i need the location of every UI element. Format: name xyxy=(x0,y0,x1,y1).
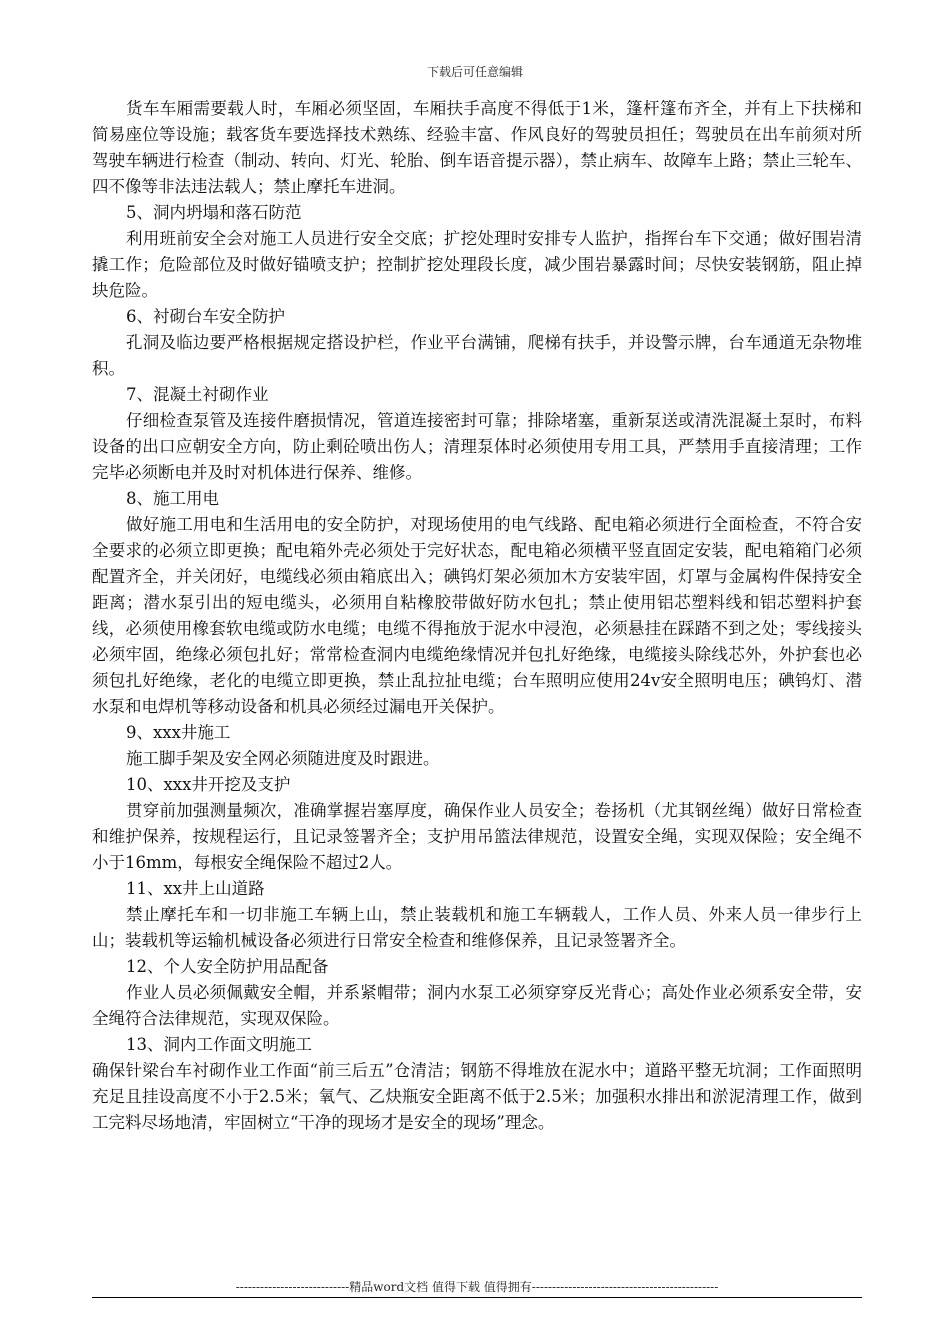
page-footer: ----------------------------精品word文档 值得下载 值得拥有---------------------------------------------- xyxy=(235,1280,719,1294)
footer-divider xyxy=(92,1297,862,1298)
paragraph: 作业人员必须佩戴安全帽，并系紧帽带；洞内水泵工必须穿穿反光背心；高处作业必须系安全带，安全绳符合法律规范，实现双保险。 xyxy=(92,983,862,1028)
section-heading: 12、个人安全防护用品配备 xyxy=(126,957,329,976)
paragraph: 利用班前安全会对施工人员进行安全交底；扩挖处理时安排专人监护，指挥台车下交通；做好围岩清撬工作；危险部位及时做好锚喷支护；控制扩挖处理段长度，减少围岩暴露时间；尽快安装钢筋，阻止掉块危险。 xyxy=(92,229,862,300)
paragraph: 确保针梁台车衬砌作业工作面“前三后五”仓清洁；钢筋不得堆放在泥水中；道路平整无坑洞；工作面照明充足且挂设高度不小于2.5米；氧气、乙炔瓶安全距离不低于2.5米；加强积水排出和淤泥清理工作，做到工完料尽场地清，牢固树立“干净的现场才是安全的现场”理念。 xyxy=(92,1061,862,1132)
paragraph: 货车车厢需要载人时，车厢必须坚固，车厢扶手高度不得低于1米，篷杆篷布齐全，并有上下扶梯和简易座位等设施；载客货车要选择技术熟练、经验丰富、作风良好的驾驶员担任；驾驶员在出车前须对所驾驶车辆进行检查（制动、转向、灯光、轮胎、倒车语音提示器），禁止病车、故障车上路；禁止三轮车、四不像等非法违法载人；禁止摩托车进洞。 xyxy=(92,99,862,196)
paragraph: 仔细检查泵管及连接件磨损情况，管道连接密封可靠；排除堵塞，重新泵送或清洗混凝土泵时，布料设备的出口应朝安全方向，防止剩砼喷出伤人；清理泵体时必须使用专用工具，严禁用手直接清理；工作完毕必须断电并及时对机体进行保养、维修。 xyxy=(92,411,862,482)
section-heading: 10、xxx井开挖及支护 xyxy=(126,775,291,794)
section-heading: 7、混凝土衬砌作业 xyxy=(126,385,269,404)
section-heading: 5、洞内坍塌和落石防范 xyxy=(126,203,302,222)
document-body xyxy=(92,96,862,1136)
section-heading: 6、衬砌台车安全防护 xyxy=(126,307,285,326)
paragraph: 施工脚手架及安全网必须随进度及时跟进。 xyxy=(126,749,440,768)
paragraph: 孔洞及临边要严格根据规定搭设护栏，作业平台满铺，爬梯有扶手，并设警示牌，台车通道无杂物堆积。 xyxy=(92,333,862,378)
paragraph: 贯穿前加强测量频次，准确掌握岩塞厚度，确保作业人员安全；卷扬机（尤其钢丝绳）做好日常检查和维护保养，按规程运行，且记录签署齐全；支护用吊篮法律规范，设置安全绳，实现双保险；安全绳不小于16mm，每根安全绳保险不超过2人。 xyxy=(92,801,862,872)
section-heading: 8、施工用电 xyxy=(126,489,219,508)
paragraph: 禁止摩托车和一切非施工车辆上山，禁止装载机和施工车辆载人，工作人员、外来人员一律步行上山；装载机等运输机械设备必须进行日常安全检查和维修保养，且记录签署齐全。 xyxy=(92,905,862,950)
section-heading: 9、xxx井施工 xyxy=(126,723,231,742)
section-heading: 11、xx井上山道路 xyxy=(126,879,265,898)
paragraph: 做好施工用电和生活用电的安全防护，对现场使用的电气线路、配电箱必须进行全面检查，不符合安全要求的必须立即更换；配电箱外壳必须处于完好状态，配电箱必须横平竖直固定安装，配电箱箱门必须配置齐全，并关闭好，电缆线必须由箱底出入；碘钨灯架必须加木方安装牢固，灯罩与金属构件保持安全距离；潜水泵引出的短电缆头，必须用自粘橡胶带做好防水包扎；禁止使用铝芯塑料线和铝芯塑料护套线，必须使用橡套软电缆或防水电缆；电缆不得拖放于泥水中浸泡，必须悬挂在踩踏不到之处；零线接头必须牢固，绝缘必须包扎好；常常检查洞内电缆绝缘情况并包扎好绝缘，电缆接头除线芯外，外护套也必须包扎好绝缘，老化的电缆立即更换，禁止乱拉扯电缆；台车照明应使用24v安全照明电压；碘钨灯、潜水泵和电焊机等移动设备和机具必须经过漏电开关保护。 xyxy=(92,515,862,716)
section-heading: 13、洞内工作面文明施工 xyxy=(126,1035,312,1054)
page-header: 下载后可任意编辑 xyxy=(426,65,523,79)
